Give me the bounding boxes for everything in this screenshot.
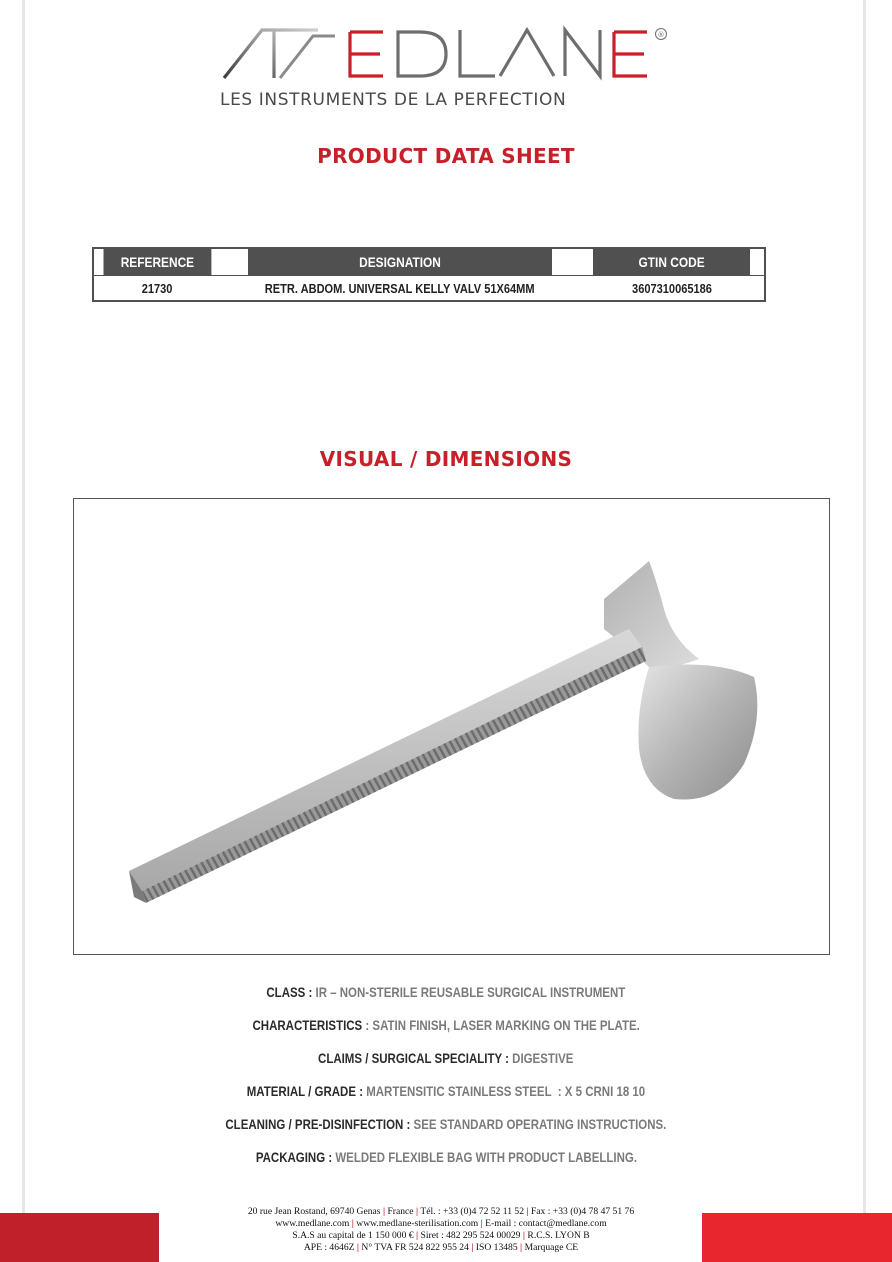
product-image-frame — [73, 498, 830, 955]
column-header-designation: DESIGNATION — [248, 248, 552, 276]
table-header-row — [93, 248, 765, 276]
spec-class: CLASS : IR – NON-STERILE REUSABLE SURGICAL INSTRUMENT — [266, 984, 626, 1000]
table-row — [93, 276, 765, 302]
footer-line-web: www.medlane.com | www.medlane-sterilisation.com | E-mail : contact@medlane.com — [275, 1218, 607, 1229]
footer-bar-left — [0, 1213, 159, 1262]
product-table — [92, 247, 766, 302]
cell-designation: RETR. ABDOM. UNIVERSAL KELLY VALV 51X64MM — [221, 276, 579, 302]
product-data-title: PRODUCT DATA SHEET — [317, 144, 575, 168]
column-header-reference: REFERENCE — [103, 248, 212, 276]
retractor-instrument-image — [74, 499, 831, 956]
specifications — [0, 984, 892, 1182]
footer-bar-right — [702, 1213, 892, 1262]
spec-characteristics: CHARACTERISTICS : SATIN FINISH, LASER MARKING ON THE PLATE. — [252, 1017, 640, 1033]
brand-tagline: LES INSTRUMENTS DE LA PERFECTION — [220, 90, 567, 110]
website-link[interactable]: www.medlane.com — [275, 1218, 350, 1229]
spec-material: MATERIAL / GRADE : MARTENSITIC STAINLESS STEEL : X 5 CRNI 18 10 — [246, 1083, 646, 1099]
email-link[interactable]: E-mail : contact@medlane.com — [485, 1218, 607, 1229]
footer-line-registration: APE : 4646Z | N° TVA FR 524 822 955 24 | ISO 13485 | Marquage CE — [303, 1242, 579, 1253]
registered-mark: ® — [657, 31, 665, 39]
visual-dimensions-title: VISUAL / DIMENSIONS — [319, 447, 573, 471]
footer-line-company: S.A.S au capital de 1 150 000 € | Siret : 482 295 524 00029 | R.C.S. LYON B — [292, 1230, 590, 1241]
cell-reference: 21730 — [93, 276, 221, 302]
footer-line-address: 20 rue Jean Rostand, 69740 Genas | France | Tél. : +33 (0)4 72 52 11 52 | Fax : +33 (0)4 78 47 51 76 — [247, 1206, 635, 1217]
spec-claims: CLAIMS / SURGICAL SPECIALITY : DIGESTIVE — [318, 1050, 574, 1066]
footer-contact — [160, 1206, 722, 1254]
spec-packaging: PACKAGING : WELDED FLEXIBLE BAG WITH PRODUCT LABELLING. — [255, 1149, 637, 1165]
sterilisation-website-link[interactable]: www.medlane-sterilisation.com — [356, 1218, 479, 1229]
column-header-gtin: GTIN CODE — [593, 248, 751, 276]
cell-gtin: 3607310065186 — [579, 276, 765, 302]
spec-cleaning: CLEANING / PRE-DISINFECTION : SEE STANDARD OPERATING INSTRUCTIONS. — [225, 1116, 667, 1132]
